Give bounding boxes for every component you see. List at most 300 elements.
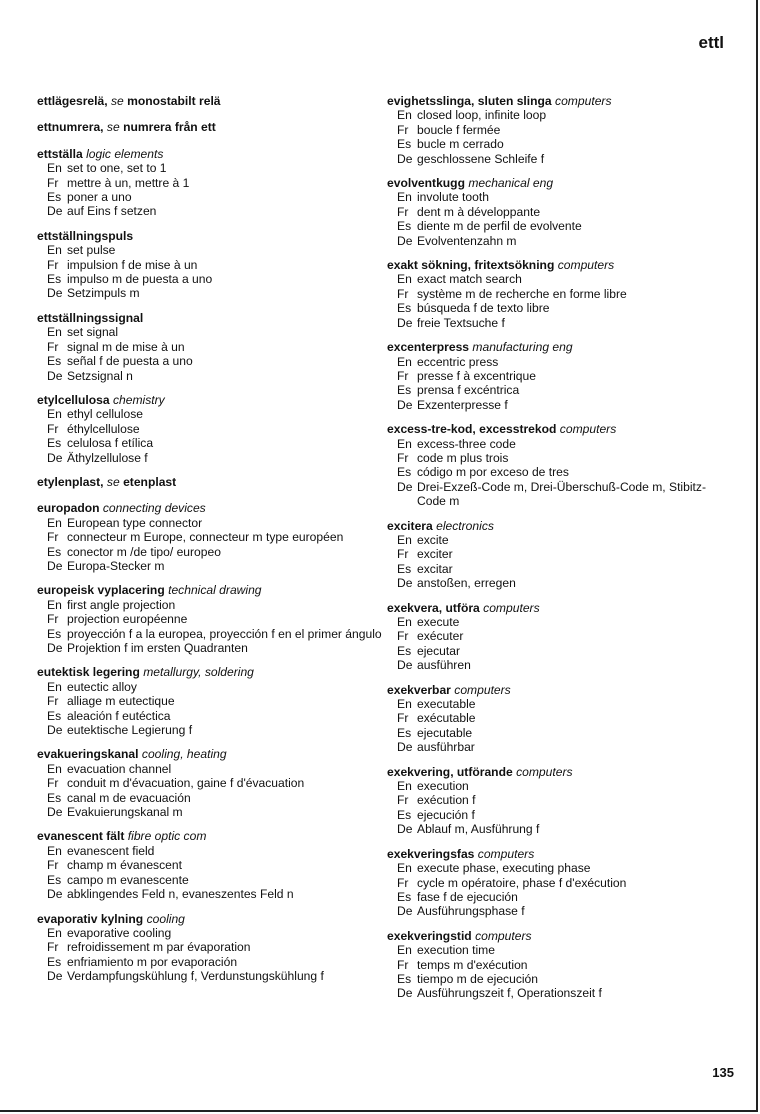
- entry-headword-line: [387, 847, 732, 861]
- translation-row: [37, 530, 382, 544]
- entry-domain: logic elements: [86, 146, 164, 161]
- dictionary-entry: [387, 601, 732, 673]
- entry-headword: ettställningspuls: [37, 228, 134, 243]
- entry-domain: chemistry: [112, 392, 165, 407]
- entry-domain: manufacturing eng: [472, 340, 573, 355]
- entry-domain: cooling: [146, 911, 185, 926]
- translation-text: geschlossene Schleife f: [417, 151, 545, 166]
- translation-row: [37, 612, 382, 626]
- language-code: De: [397, 986, 413, 1001]
- translation-text: eccentric press: [417, 354, 499, 369]
- translation-row: [37, 161, 382, 175]
- language-code: Es: [47, 790, 62, 805]
- translation-text: executable: [417, 697, 476, 712]
- translation-row: [387, 562, 732, 576]
- language-code: De: [397, 904, 413, 919]
- translation-text: cycle m opératoire, phase f d'exécution: [417, 875, 627, 890]
- translation-text: excitar: [417, 561, 453, 576]
- translation-row: [387, 547, 732, 561]
- language-code: Fr: [47, 175, 59, 190]
- language-code: Fr: [47, 530, 59, 545]
- translation-text: ausführbar: [417, 740, 475, 755]
- translation-text: connecteur m Europe, connecteur m type européen: [67, 530, 344, 545]
- right-column: [387, 94, 732, 1011]
- translation-row: [37, 641, 382, 655]
- translation-row: [387, 272, 732, 286]
- translation-row: [387, 629, 732, 643]
- translation-text: ejecución f: [417, 807, 475, 822]
- translation-text: Äthylzellulose f: [67, 450, 148, 465]
- translation-row: [37, 969, 382, 983]
- translation-text: señal f de puesta a uno: [67, 354, 193, 369]
- dictionary-entry: [387, 519, 732, 591]
- language-code: Es: [47, 544, 62, 559]
- language-code: De: [397, 315, 413, 330]
- translation-text: abklingendes Feld n, evaneszentes Feld n: [67, 887, 294, 902]
- translation-row: [387, 465, 732, 479]
- translation-row: [387, 740, 732, 754]
- translation-row: [387, 108, 732, 122]
- translation-row: [37, 598, 382, 612]
- translation-row: [37, 272, 382, 286]
- language-code: Fr: [397, 547, 409, 562]
- entry-headword-line: [37, 475, 382, 489]
- dictionary-entry: [37, 829, 382, 901]
- translation-row: [37, 451, 382, 465]
- translation-text: campo m evanescente: [67, 872, 189, 887]
- translation-text: Evolventenzahn m: [417, 233, 517, 248]
- see-marker: se: [106, 120, 120, 135]
- translation-text: fase f de ejecución: [417, 889, 518, 904]
- entry-headword: ettnumrera,: [37, 120, 104, 135]
- entry-headword-line: [387, 929, 732, 943]
- translation-text: eutectic alloy: [67, 679, 137, 694]
- dictionary-entry: [37, 94, 382, 108]
- translation-row: [37, 762, 382, 776]
- language-code: Es: [47, 190, 62, 205]
- translation-text: boucle f fermée: [417, 122, 501, 137]
- language-code: Es: [47, 708, 62, 723]
- translation-text: set signal: [67, 325, 119, 340]
- language-code: De: [397, 479, 413, 494]
- language-code: Es: [397, 219, 412, 234]
- entry-headword: evaporativ kylning: [37, 911, 144, 926]
- language-code: En: [47, 161, 62, 176]
- entry-headword: exekvering, utförande: [387, 764, 513, 779]
- translation-row: [387, 986, 732, 1000]
- translation-text: Europa-Stecker m: [67, 558, 165, 573]
- translation-row: [37, 694, 382, 708]
- entry-headword-line: [387, 258, 732, 272]
- entry-domain: computers: [454, 682, 511, 697]
- language-code: Es: [397, 971, 412, 986]
- language-code: En: [397, 532, 412, 547]
- translation-text: búsqueda f de texto libre: [417, 301, 550, 316]
- entry-headword: exekveringsfas: [387, 846, 475, 861]
- translation-text: closed loop, infinite loop: [417, 108, 547, 123]
- language-code: En: [397, 190, 412, 205]
- entry-headword-line: [37, 501, 382, 515]
- translation-row: [37, 204, 382, 218]
- dictionary-entry: [37, 665, 382, 737]
- language-code: De: [397, 233, 413, 248]
- see-marker: se: [106, 474, 120, 489]
- translation-text: signal m de mise à un: [67, 339, 185, 354]
- see-reference: etenplast: [123, 474, 177, 489]
- entry-headword: evakueringskanal: [37, 747, 139, 762]
- language-code: Fr: [47, 257, 59, 272]
- entry-headword: ettställa: [37, 146, 83, 161]
- translation-row: [387, 644, 732, 658]
- translation-text: ausführen: [417, 658, 471, 673]
- page-number: 135: [712, 1065, 734, 1080]
- entry-headword-line: [37, 393, 382, 407]
- language-code: Es: [47, 626, 62, 641]
- translation-text: first angle projection: [67, 597, 176, 612]
- translation-text: code m plus trois: [417, 450, 509, 465]
- language-code: De: [397, 822, 413, 837]
- language-code: De: [397, 658, 413, 673]
- translation-row: [37, 545, 382, 559]
- translation-row: [387, 972, 732, 986]
- language-code: En: [397, 943, 412, 958]
- translation-row: [37, 325, 382, 339]
- translation-row: [387, 437, 732, 451]
- translation-text: poner a uno: [67, 190, 132, 205]
- translation-text: European type connector: [67, 515, 203, 530]
- translation-text: ejecutar: [417, 643, 461, 658]
- dictionary-entry: [37, 501, 382, 573]
- language-code: En: [47, 325, 62, 340]
- translation-text: conduit m d'évacuation, gaine f d'évacuation: [67, 776, 305, 791]
- language-code: De: [47, 368, 63, 383]
- translation-text: temps m d'exécution: [417, 957, 528, 972]
- translation-text: set to one, set to 1: [67, 161, 167, 176]
- language-code: Fr: [397, 875, 409, 890]
- language-code: Fr: [47, 694, 59, 709]
- language-code: De: [47, 805, 63, 820]
- entry-headword: evolventkugg: [387, 176, 465, 191]
- translation-text: ejecutable: [417, 725, 473, 740]
- translation-text: champ m évanescent: [67, 858, 182, 873]
- translation-text: impulso m de puesta a uno: [67, 272, 213, 287]
- dictionary-entry: [37, 747, 382, 819]
- translation-row: [387, 711, 732, 725]
- translation-row: [37, 627, 382, 641]
- language-code: Fr: [397, 204, 409, 219]
- translation-row: [37, 926, 382, 940]
- entry-domain: computers: [475, 928, 532, 943]
- translation-row: [387, 958, 732, 972]
- language-code: Es: [397, 807, 412, 822]
- see-reference: monostabilt relä: [127, 94, 221, 108]
- language-code: Es: [47, 436, 62, 451]
- translation-row: [37, 776, 382, 790]
- language-code: En: [397, 272, 412, 287]
- entry-headword-line: [37, 147, 382, 161]
- translation-row: [37, 955, 382, 969]
- entry-headword: europadon: [37, 501, 100, 516]
- translation-text: mettre à un, mettre à 1: [67, 175, 190, 190]
- entry-headword-line: [37, 120, 382, 134]
- language-code: Es: [397, 465, 412, 480]
- translation-text: evaporative cooling: [67, 925, 172, 940]
- translation-row: [387, 890, 732, 904]
- translation-row: [37, 709, 382, 723]
- language-code: En: [397, 615, 412, 629]
- translation-text: execution time: [417, 943, 495, 958]
- translation-text: canal m de evacuación: [67, 790, 191, 805]
- translation-text: set pulse: [67, 243, 116, 258]
- entry-domain: computers: [555, 94, 612, 108]
- entry-headword-line: [387, 683, 732, 697]
- dictionary-entry: [387, 765, 732, 837]
- translation-text: celulosa f etílica: [67, 436, 154, 451]
- entry-headword-line: [37, 665, 382, 679]
- dictionary-entry: [37, 311, 382, 383]
- entry-domain: connecting devices: [102, 501, 206, 516]
- entry-headword: exekverbar: [387, 682, 451, 697]
- entry-headword: ettlägesrelä,: [37, 94, 108, 108]
- left-column: [37, 94, 382, 994]
- dictionary-entry: [37, 393, 382, 465]
- dictionary-entry: [387, 847, 732, 919]
- translation-row: [37, 680, 382, 694]
- translation-text: exécutable: [417, 711, 476, 726]
- translation-row: [37, 354, 382, 368]
- entry-headword-line: [387, 519, 732, 533]
- translation-text: presse f à excentrique: [417, 368, 536, 383]
- translation-row: [387, 219, 732, 233]
- language-code: Es: [397, 137, 412, 152]
- translation-row: [387, 152, 732, 166]
- language-code: En: [397, 779, 412, 794]
- entry-headword: excess-tre-kod, excesstrekod: [387, 422, 557, 437]
- translation-row: [37, 940, 382, 954]
- translation-text: execution: [417, 779, 469, 794]
- translation-row: [37, 258, 382, 272]
- entry-headword-line: [37, 229, 382, 243]
- translation-text: Setzsignal n: [67, 368, 133, 383]
- translation-text: evanescent field: [67, 843, 155, 858]
- translation-row: [37, 805, 382, 819]
- language-code: En: [47, 761, 62, 776]
- entry-headword-line: [37, 311, 382, 325]
- translation-row: [387, 369, 732, 383]
- entry-domain: electronics: [436, 518, 494, 533]
- entry-headword: etylcellulosa: [37, 392, 110, 407]
- language-code: De: [397, 576, 413, 591]
- entry-domain: metallurgy, soldering: [143, 665, 254, 680]
- language-code: En: [47, 515, 62, 530]
- translation-text: Evakuierungskanal m: [67, 805, 183, 820]
- translation-row: [37, 844, 382, 858]
- translation-text: código m por exceso de tres: [417, 465, 569, 480]
- language-code: En: [397, 861, 412, 876]
- language-code: Es: [397, 889, 412, 904]
- language-code: En: [47, 243, 62, 258]
- translation-row: [37, 887, 382, 901]
- translation-row: [37, 436, 382, 450]
- dictionary-entry: [387, 176, 732, 248]
- language-code: En: [397, 354, 412, 369]
- translation-text: Verdampfungskühlung f, Verdunstungskühlung f: [67, 969, 324, 984]
- translation-row: [37, 791, 382, 805]
- translation-text: freie Textsuche f: [417, 315, 505, 330]
- language-code: Fr: [47, 339, 59, 354]
- language-code: En: [397, 436, 412, 451]
- language-code: Fr: [397, 450, 409, 465]
- entry-headword-line: [37, 747, 382, 761]
- language-code: Fr: [47, 612, 59, 627]
- language-code: En: [397, 108, 412, 123]
- language-code: Es: [397, 561, 412, 576]
- language-code: Fr: [397, 957, 409, 972]
- translation-text: diente m de perfil de evolvente: [417, 219, 582, 234]
- dictionary-entry: [37, 912, 382, 984]
- translation-text: exécuter: [417, 629, 464, 644]
- translation-row: [37, 369, 382, 383]
- translation-text: éthylcellulose: [67, 421, 140, 436]
- language-code: Es: [47, 954, 62, 969]
- language-code: En: [397, 697, 412, 712]
- entry-headword: europeisk vyplacering: [37, 583, 165, 598]
- translation-row: [37, 873, 382, 887]
- translation-row: [387, 190, 732, 204]
- language-code: En: [47, 925, 62, 940]
- language-code: Fr: [397, 122, 409, 137]
- translation-text: anstoßen, erregen: [417, 576, 516, 591]
- translation-row: [387, 205, 732, 219]
- translation-text: refroidissement m par évaporation: [67, 940, 251, 955]
- translation-row: [37, 340, 382, 354]
- language-code: Fr: [47, 858, 59, 873]
- entry-headword: eutektisk legering: [37, 665, 140, 680]
- translation-row: [387, 451, 732, 465]
- translation-text: exciter: [417, 547, 453, 562]
- translation-text: proyección f a la europea, proyección f en el primer ángulo: [67, 626, 382, 641]
- translation-row: [387, 726, 732, 740]
- running-header: ettl: [698, 33, 724, 52]
- translation-row: [387, 876, 732, 890]
- language-code: Es: [397, 301, 412, 316]
- translation-row: [37, 422, 382, 436]
- translation-text: dent m à développante: [417, 204, 541, 219]
- entry-domain: computers: [516, 764, 573, 779]
- translation-row: [37, 516, 382, 530]
- entry-domain: technical drawing: [168, 583, 262, 598]
- translation-text: excite: [417, 532, 449, 547]
- translation-row: [37, 243, 382, 257]
- translation-row: [387, 658, 732, 672]
- translation-row: [387, 793, 732, 807]
- translation-text: prensa f excéntrica: [417, 383, 520, 398]
- translation-row: [37, 190, 382, 204]
- language-code: De: [397, 740, 413, 755]
- translation-row: [387, 287, 732, 301]
- entry-headword-line: [387, 340, 732, 354]
- translation-text: evacuation channel: [67, 761, 172, 776]
- language-code: De: [47, 204, 63, 219]
- translation-text: tiempo m de ejecución: [417, 971, 539, 986]
- see-marker: se: [110, 94, 124, 108]
- language-code: De: [47, 286, 63, 301]
- entry-headword-line: [37, 912, 382, 926]
- translation-row: [37, 723, 382, 737]
- translation-row: [387, 861, 732, 875]
- language-code: Es: [397, 383, 412, 398]
- dictionary-entry: [37, 475, 382, 489]
- translation-text: exécution f: [417, 793, 476, 808]
- entry-headword: evighetsslinga, sluten slinga: [387, 94, 552, 108]
- entry-headword-line: [387, 601, 732, 615]
- entry-headword: ettställningssignal: [37, 310, 144, 325]
- translation-row: [387, 355, 732, 369]
- translation-text: enfriamiento m por evaporación: [67, 954, 238, 969]
- translation-row: [387, 533, 732, 547]
- language-code: Es: [47, 872, 62, 887]
- language-code: En: [47, 679, 62, 694]
- language-code: En: [47, 843, 62, 858]
- entry-domain: cooling, heating: [141, 747, 227, 762]
- dictionary-entry: [387, 683, 732, 755]
- translation-row: [387, 779, 732, 793]
- translation-row: [387, 904, 732, 918]
- see-reference: numrera från ett: [123, 120, 216, 135]
- dictionary-entry: [37, 583, 382, 655]
- translation-text: Exzenterpresse f: [417, 397, 508, 412]
- translation-row: [387, 615, 732, 629]
- language-code: De: [397, 397, 413, 412]
- translation-text: eutektische Legierung f: [67, 723, 193, 738]
- language-code: Es: [397, 643, 412, 658]
- dictionary-entry: [37, 229, 382, 301]
- language-code: De: [47, 887, 63, 902]
- translation-row: [37, 286, 382, 300]
- entry-domain: fibre optic com: [127, 829, 207, 844]
- language-code: De: [47, 723, 63, 738]
- dictionary-entry: [387, 94, 732, 166]
- language-code: Fr: [397, 368, 409, 383]
- translation-row: [387, 123, 732, 137]
- translation-row: [387, 697, 732, 711]
- translation-text: alliage m eutectique: [67, 694, 175, 709]
- translation-row: [37, 407, 382, 421]
- entry-headword: etylenplast,: [37, 474, 104, 489]
- translation-row: [387, 480, 732, 509]
- entry-headword: exekveringstid: [387, 928, 472, 943]
- entry-headword-line: [37, 94, 382, 108]
- entry-headword: excitera: [387, 518, 433, 533]
- entry-headword: exekvera, utföra: [387, 600, 480, 615]
- translation-text: Ausführungsphase f: [417, 904, 525, 919]
- translation-text: Drei-Exzeß-Code m, Drei-Überschuß-Code m, Stibitz-Code m: [417, 479, 706, 509]
- translation-text: aleación f eutéctica: [67, 708, 171, 723]
- entry-domain: computers: [477, 846, 535, 861]
- translation-text: excess-three code: [417, 436, 516, 451]
- translation-row: [387, 234, 732, 248]
- dictionary-entry: [37, 120, 382, 134]
- language-code: Fr: [47, 421, 59, 436]
- language-code: Fr: [397, 286, 409, 301]
- translation-row: [387, 316, 732, 330]
- dictionary-entry: [387, 258, 732, 330]
- translation-row: [387, 576, 732, 590]
- entry-domain: computers: [559, 422, 617, 437]
- translation-text: Projektion f im ersten Quadranten: [67, 641, 248, 655]
- translation-text: execute: [417, 615, 460, 629]
- entry-domain: computers: [483, 600, 540, 615]
